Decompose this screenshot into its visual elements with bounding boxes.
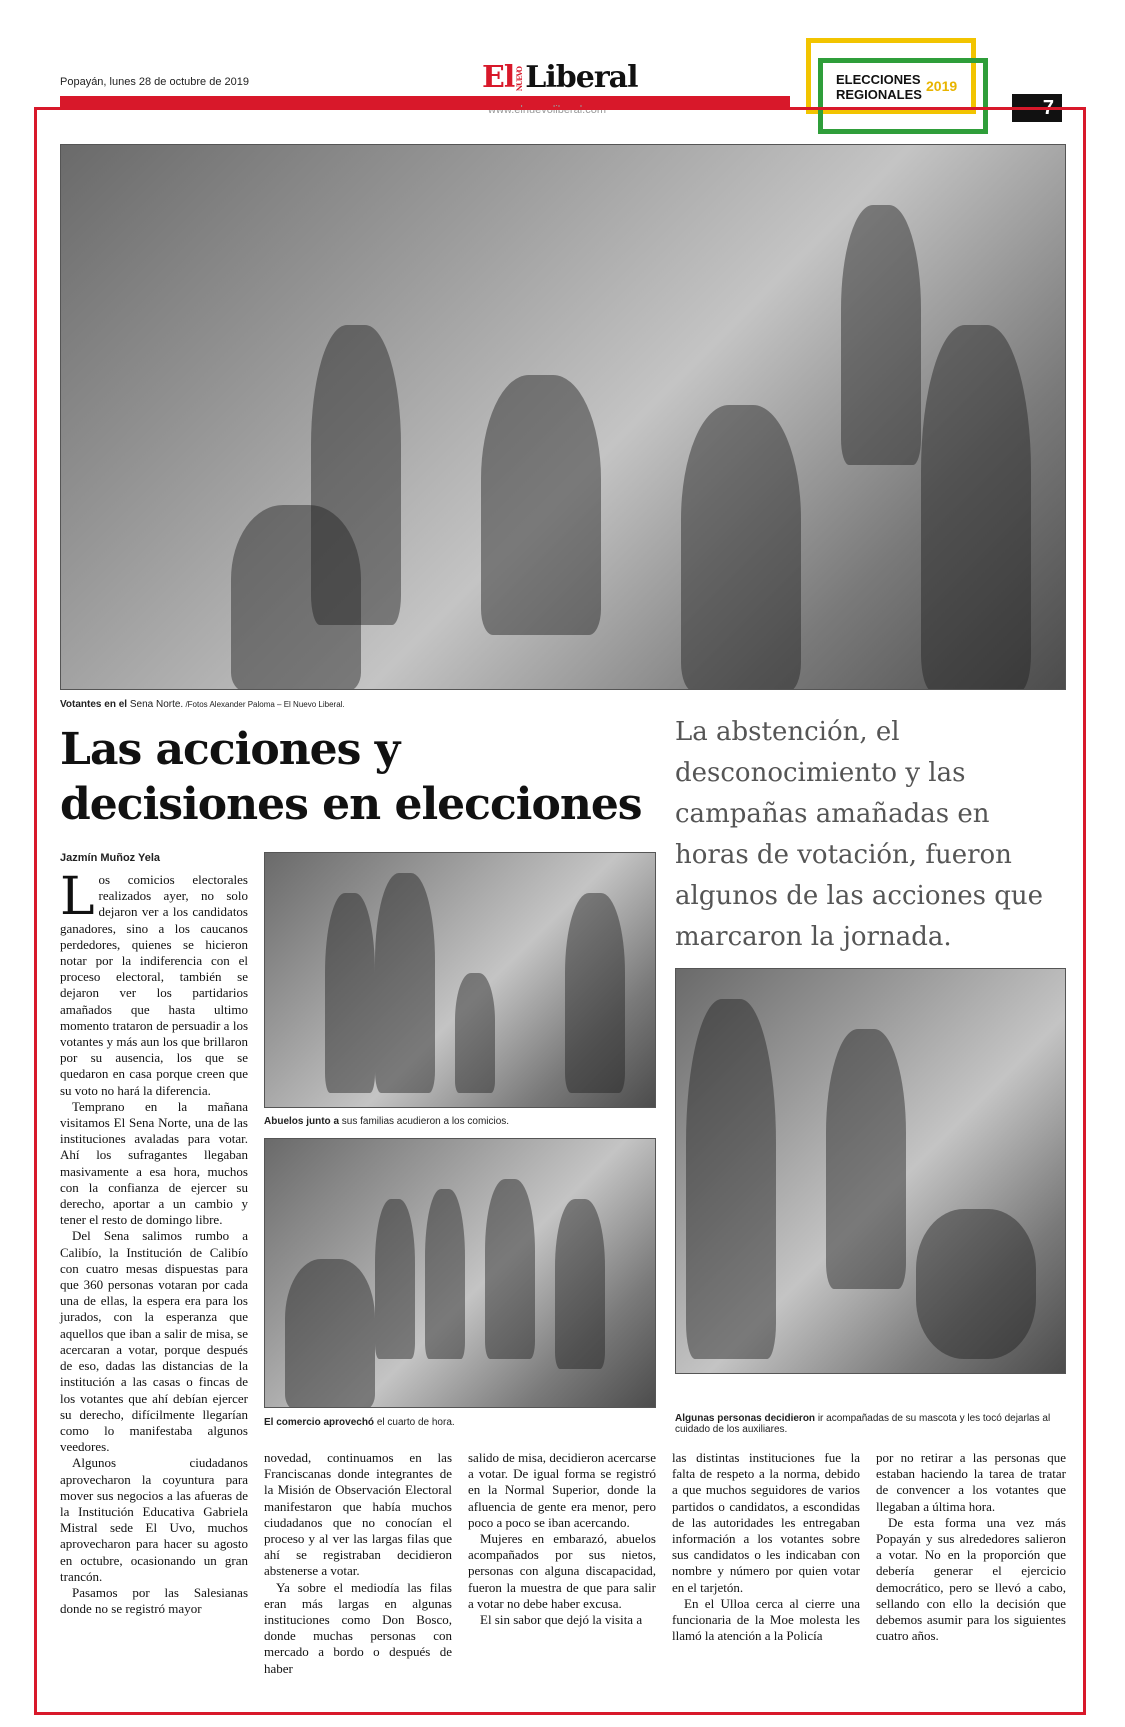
main-photo xyxy=(60,144,1066,690)
article-paragraph: De esta forma una vez más Popayán y sus alrededores salieron a votar. No en la proporción que debería generar el ejercicio democrático, pero se llevó a cabo, sellando con ello la decisión que debemos asumir para los siguientes cuatro años. xyxy=(876,1514,1066,1644)
main-photo-caption: Votantes en el Sena Norte. /Fotos Alexander Paloma – El Nuevo Liberal. xyxy=(60,699,345,710)
article-paragraph: Mujeres en embarazó, abuelos acompañados por sus nietos, personas con alguna discapacidad, fueron la muestra de que para salir a votar no debe haber excusa. xyxy=(468,1531,656,1611)
article-column-3 xyxy=(468,1450,656,1628)
article-column-1 xyxy=(60,867,248,1617)
article-paragraph: las distintas instituciones fue la falta de respeto a la norma, debido a que muchos seguidores de varios partidos o candidatos, a escondidas de las autoridades les entregaban información a los votantes sobre sus candidatos o les indicaban con nombre y número por quien votar en el tarjetón. xyxy=(672,1450,860,1595)
logo-liberal: Liberal xyxy=(525,60,638,95)
article-column-2 xyxy=(264,1450,452,1677)
logo-el: El xyxy=(482,60,515,95)
badge-title: ELECCIONES REGIONALES xyxy=(836,72,922,102)
photo-grandparents-caption: Abuelos junto a sus familias acudieron a los comicios. xyxy=(264,1116,510,1127)
website-url[interactable]: www.elnuevoliberal.com xyxy=(488,104,606,116)
page-number: 7 xyxy=(1012,94,1062,122)
photo-commerce xyxy=(264,1138,656,1408)
article-paragraph: En el Ulloa cerca al cierre una funcionaria de la Moe molesta les llamó la atención a la Policía xyxy=(672,1595,860,1644)
article-column-5 xyxy=(876,1450,1066,1644)
photo-pet-caption: Algunas personas decidieron ir acompañadas de su mascota y les tocó dejarlas al cuidado de los auxiliares. xyxy=(675,1413,1051,1435)
article-paragraph: salido de misa, decidieron acercarse a votar. De igual forma se registró en la Normal Superior, donde la afluencia de gente era menor, pero poco a poco se iban acercando. xyxy=(468,1450,656,1530)
article-paragraph: El sin sabor que dejó la visita a xyxy=(480,1612,643,1628)
article-paragraph: novedad, continuamos en las Franciscanas donde integrantes de la Misión de Observación Electoral manifestaron que había muchos ciudadanos que no conocían el proceso y al ver las largas filas que ahí se registraban decidieron abstenerse a votar. xyxy=(264,1450,452,1579)
article-deck: La abstención, el desconocimiento y las campañas amañadas en horas de votación, fueron algunos de las acciones que marcaron la jornada. xyxy=(675,717,1044,952)
newspaper-logo[interactable] xyxy=(482,60,637,95)
drop-cap: L xyxy=(60,867,95,927)
article-paragraph: Del Sena salimos rumbo a Calibío, la Institución de Calibío con cuatro mesas dispuestas para que 360 personas votaran por cada una de ellas, la espera era para los jurados, con la esperanza que aquellos que iban a salir de misa, se acercaran a votar, porque después de eso, dadas las distancias de la institución a las casas o fincas de los votantes que ahí debían ejercer su derecho, difícilmente llegarían como lo manifestaba algunos veedores. xyxy=(60,1228,248,1455)
photo-grandparents xyxy=(264,852,656,1108)
badge-year: 2019 xyxy=(926,78,958,94)
logo-nuevo: NUEVO xyxy=(515,66,525,92)
article-column-4 xyxy=(672,1450,860,1644)
article-paragraph: Temprano en la mañana visitamos El Sena Norte, una de las instituciones avaladas para votar. Ahí los sufragantes llegaban masivamente a esa hora, muchos con la confianza de ejercer su derecho, aportar a un cambio y tener el resto de domingo libre. xyxy=(60,1098,248,1228)
article-byline: Jazmín Muñoz Yela xyxy=(60,852,161,864)
article-paragraph: Pasamos por las Salesianas donde no se registró mayor xyxy=(60,1584,248,1617)
photo-commerce-caption: El comercio aprovechó el cuarto de hora. xyxy=(264,1417,455,1428)
photo-pet xyxy=(675,968,1066,1374)
article-paragraph: Los comicios electorales realizados ayer, no solo dejaron ver a los candidatos ganadores, sino a los caucanos perdedores, quienes se hicieron notar por la indiferencia con el proceso electoral, también se dejaron ver los partidarios amañados que hasta ultimo momento trataron de persuadir a los votantes y más aun los que brillaron por su ausencia, los que se quedaron en casa porque creen que su voto no hará la diferencia. xyxy=(60,867,248,1098)
article-paragraph: Algunos ciudadanos aprovecharon la coyuntura para mover sus negocios a las afueras de la Institución Educativa Gabriela Mistral sede El Uvo, muchos aprovecharon para hacer su agosto en octubre, ocasionando un gran trancón. xyxy=(60,1455,248,1584)
article-paragraph: por no retirar a las personas que estaban haciendo la tarea de tratar de convencer a los votantes que llegaban a última hora. xyxy=(876,1450,1066,1514)
article-headline: Las acciones y decisiones en elecciones xyxy=(60,724,642,830)
article-paragraph: Ya sobre el mediodía las filas eran más largas en algunas instituciones como Don Bosco, donde muchas personas con mercado a bordo o después de haber xyxy=(264,1579,452,1676)
edition-date: Popayán, lunes 28 de octubre de 2019 xyxy=(60,76,249,88)
